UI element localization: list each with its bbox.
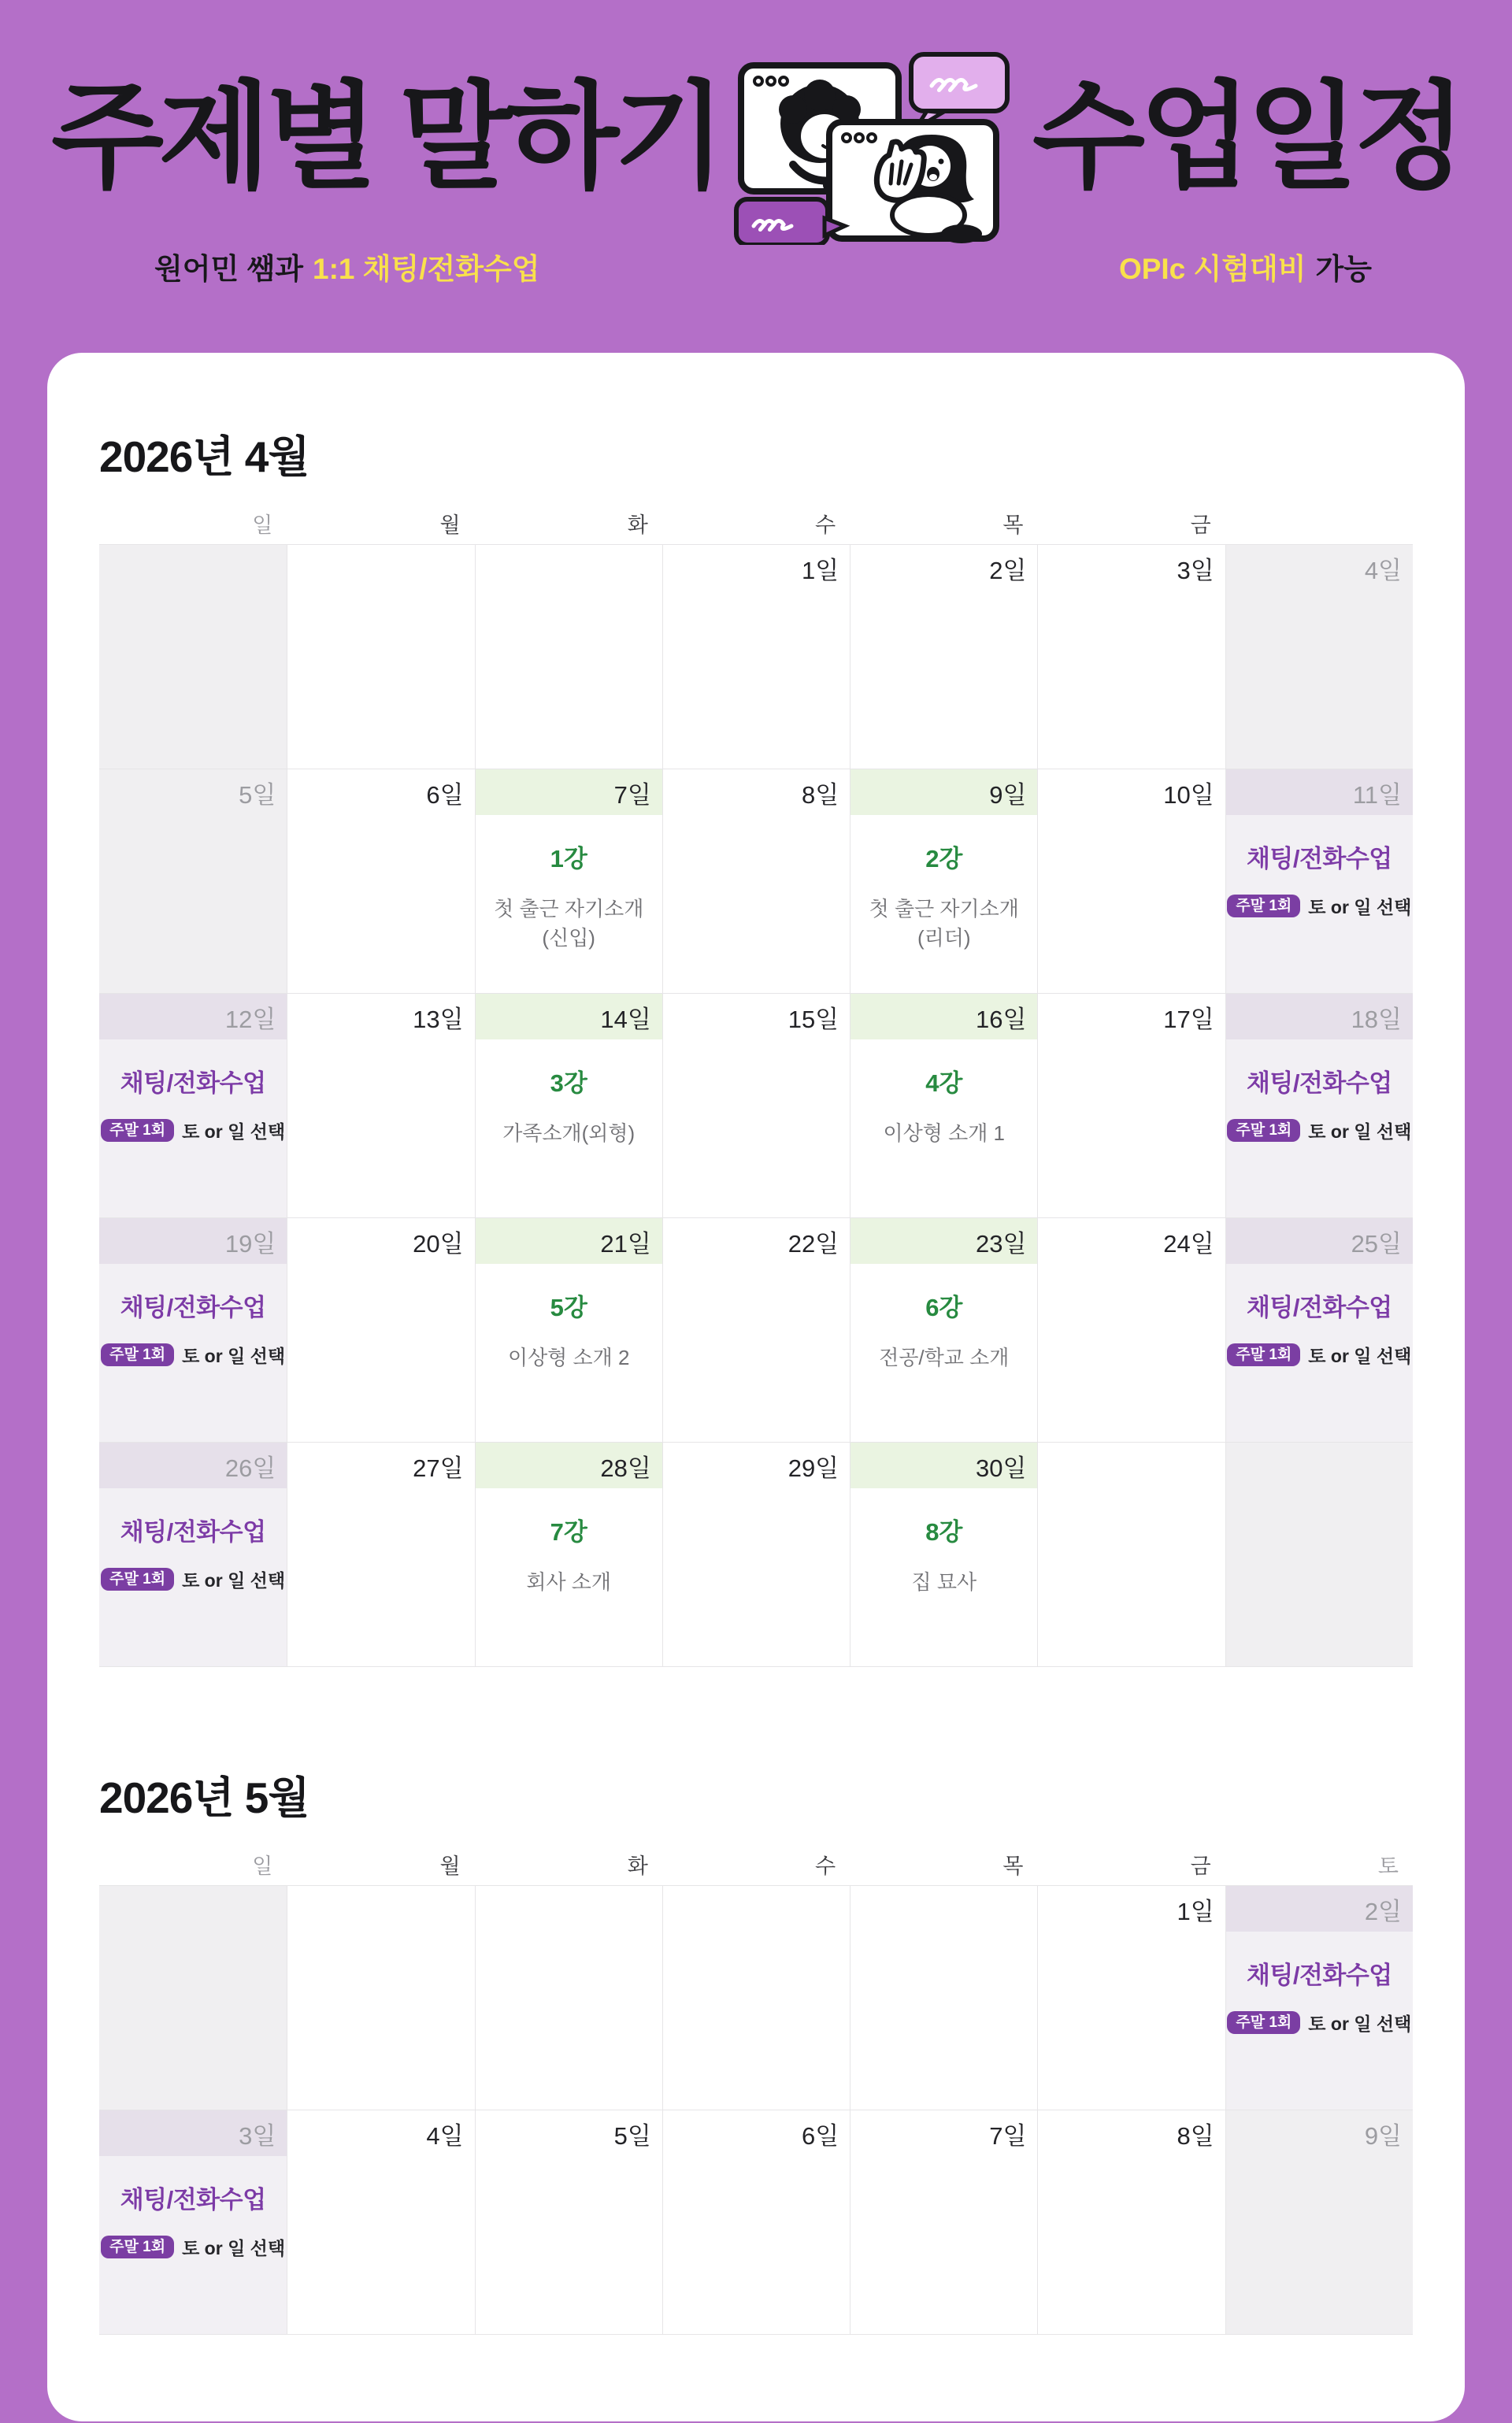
weekend-badge: 주말 1회	[101, 2236, 174, 2258]
lesson-desc: 전공/학교 소개	[879, 1346, 1010, 1370]
calendar-cell	[662, 769, 850, 994]
day-header: 목	[1002, 1854, 1024, 1879]
date-label: 8일	[1177, 2121, 1214, 2150]
calendars	[99, 422, 1413, 2335]
cell-body	[287, 1264, 474, 1287]
cell-body	[1226, 1264, 1413, 1368]
date-strip	[850, 545, 1037, 591]
day-header: 수	[815, 513, 836, 538]
date-label: 13일	[413, 1005, 464, 1033]
calendar-cell	[1037, 769, 1225, 994]
calendar-cell	[850, 1218, 1037, 1443]
date-label: 23일	[975, 1229, 1027, 1258]
date-strip	[1038, 994, 1225, 1039]
date-strip	[1038, 1443, 1225, 1488]
calendar-may	[99, 1763, 1413, 2335]
weekend-lesson-title: 채팅/전화수업	[120, 1294, 266, 1322]
lesson-desc: 가족소개(외형)	[502, 1121, 636, 1146]
day-header: 목	[1002, 513, 1024, 538]
cell-body	[1038, 591, 1225, 614]
cell-body	[476, 1264, 662, 1372]
date-strip	[476, 769, 662, 815]
cell-body	[287, 1488, 474, 1512]
date-label: 19일	[224, 1229, 276, 1258]
date-label: 7일	[613, 780, 651, 809]
date-label: 4일	[426, 2121, 464, 2150]
weekend-lesson-title: 채팅/전화수업	[1246, 1962, 1392, 1990]
cell-body	[850, 2156, 1037, 2180]
day-header: 금	[1190, 513, 1211, 538]
weekend-badge: 주말 1회	[101, 1568, 174, 1591]
weekend-note: 토 or 일 선택	[1308, 897, 1412, 918]
calendar-cell	[850, 994, 1037, 1218]
calendar-cell	[99, 769, 287, 994]
day-header: 화	[627, 513, 648, 538]
weekend-badge: 주말 1회	[1227, 1343, 1300, 1366]
date-strip	[663, 1218, 850, 1264]
calendar-cell	[287, 1886, 474, 2110]
cell-body	[1226, 1488, 1413, 1512]
date-label: 5일	[239, 780, 276, 809]
date-strip	[1038, 1886, 1225, 1932]
cell-body	[1226, 2156, 1413, 2180]
date-label: 25일	[1351, 1229, 1402, 1258]
cell-body	[663, 1039, 850, 1063]
header	[0, 0, 1512, 287]
weekend-lesson-row	[1226, 1117, 1413, 1143]
subtitle-right-highlight: OPIc 시험대비	[1118, 253, 1306, 285]
weekend-lesson-title: 채팅/전화수업	[1246, 1069, 1392, 1098]
weekend-note: 토 or 일 선택	[182, 1121, 286, 1143]
date-label: 10일	[1163, 780, 1214, 809]
lesson-desc: 회사 소개	[526, 1570, 612, 1595]
date-label: 6일	[426, 780, 464, 809]
day-header: 월	[439, 1854, 461, 1879]
lesson-number: 3강	[550, 1069, 587, 1098]
date-strip	[287, 994, 474, 1039]
date-strip	[663, 1443, 850, 1488]
calendar-cell	[287, 994, 474, 1218]
date-strip	[663, 769, 850, 815]
calendar-cell	[475, 1218, 662, 1443]
cell-body	[850, 1488, 1037, 1596]
date-strip	[663, 545, 850, 591]
weekend-note: 토 or 일 선택	[182, 1346, 286, 1367]
date-label: 1일	[1177, 1897, 1214, 1925]
weekend-badge: 주말 1회	[1227, 895, 1300, 917]
cell-body	[1038, 1488, 1225, 1512]
calendar-cell	[287, 2110, 474, 2335]
calendar-cell	[1225, 2110, 1413, 2335]
lesson-number: 4강	[925, 1069, 963, 1098]
lesson-number: 7강	[550, 1518, 587, 1547]
lesson-desc: 집 묘사	[911, 1570, 977, 1595]
page-title-right: 수업일정	[1032, 72, 1461, 202]
date-strip	[99, 545, 287, 591]
date-strip	[287, 1218, 474, 1264]
weekend-lesson-title: 채팅/전화수업	[120, 1069, 266, 1098]
weekend-lesson-title: 채팅/전화수업	[120, 2186, 266, 2214]
cell-body	[663, 1264, 850, 1287]
date-label: 6일	[801, 2121, 839, 2150]
cell-body	[1226, 1932, 1413, 2036]
cell-body	[99, 1488, 287, 1592]
cell-body	[663, 815, 850, 839]
weekend-lesson-row	[99, 2234, 287, 2260]
cell-body	[1038, 1264, 1225, 1287]
date-label: 30일	[975, 1454, 1027, 1482]
weekend-lesson-title: 채팅/전화수업	[1246, 845, 1392, 873]
calendar-cell	[850, 545, 1037, 769]
date-strip	[287, 2110, 474, 2156]
date-strip	[850, 1443, 1037, 1488]
cell-body	[850, 815, 1037, 952]
calendar-cell	[475, 769, 662, 994]
calendar-cell	[662, 2110, 850, 2335]
date-strip	[1226, 1886, 1413, 1932]
date-label: 16일	[975, 1005, 1027, 1033]
page-title-left: 주제별 말하기	[51, 72, 721, 202]
date-strip	[663, 994, 850, 1039]
date-label: 15일	[788, 1005, 839, 1033]
date-strip	[287, 1886, 474, 1932]
cell-body	[476, 1932, 662, 1955]
date-label: 22일	[788, 1229, 839, 1258]
calendar-cell	[475, 2110, 662, 2335]
cell-body	[287, 1039, 474, 1063]
cell-body	[476, 815, 662, 952]
cell-body	[476, 591, 662, 614]
date-label: 14일	[600, 1005, 651, 1033]
date-label: 12일	[224, 1005, 276, 1033]
date-strip	[1038, 545, 1225, 591]
date-label: 2일	[1364, 1897, 1402, 1925]
calendar-cell	[99, 1443, 287, 1667]
date-strip	[1038, 2110, 1225, 2156]
title-row	[0, 27, 1512, 249]
calendar-grid	[99, 544, 1413, 1667]
subtitle-left-highlight: 1:1 채팅/전화수업	[313, 253, 540, 285]
calendar-cell	[287, 1443, 474, 1667]
schedule-card	[47, 353, 1465, 2421]
day-header: 일	[252, 1854, 273, 1879]
date-label: 26일	[224, 1454, 276, 1482]
date-label: 21일	[600, 1229, 651, 1258]
day-header: 화	[627, 1854, 648, 1879]
cell-body	[476, 1488, 662, 1596]
cell-body	[1226, 1039, 1413, 1143]
cell-body	[1038, 1039, 1225, 1063]
lesson-desc: 첫 출근 자기소개 (리더)	[869, 897, 1019, 950]
date-strip	[476, 1886, 662, 1932]
cell-body	[663, 1488, 850, 1512]
date-label: 29일	[788, 1454, 839, 1482]
day-header: 토	[1377, 1854, 1399, 1879]
date-label: 20일	[413, 1229, 464, 1258]
calendar-cell	[475, 994, 662, 1218]
weekend-lesson-title: 채팅/전화수업	[1246, 1294, 1392, 1322]
calendar-cell	[1225, 994, 1413, 1218]
calendar-cell	[1037, 2110, 1225, 2335]
date-strip	[99, 1886, 287, 1932]
cell-body	[476, 1039, 662, 1147]
day-header: 수	[815, 1854, 836, 1879]
cell-body	[476, 2156, 662, 2180]
calendar-cell	[1037, 1218, 1225, 1443]
calendar-cell	[662, 1218, 850, 1443]
lesson-number: 2강	[925, 845, 963, 873]
date-strip	[99, 1443, 287, 1488]
calendar-cell	[1225, 1886, 1413, 2110]
calendar-cell	[287, 769, 474, 994]
calendar-april	[99, 422, 1413, 1667]
cell-body	[1038, 815, 1225, 839]
weekend-note: 토 or 일 선택	[1308, 1121, 1412, 1143]
cell-body	[99, 815, 287, 839]
date-strip	[663, 2110, 850, 2156]
cell-body	[287, 591, 474, 614]
calendar-cell	[287, 545, 474, 769]
subtitle-right	[1119, 252, 1372, 287]
lesson-number: 8강	[925, 1518, 963, 1547]
cell-body	[99, 591, 287, 614]
calendar-title: 2026년 4월	[99, 432, 309, 482]
date-label: 3일	[1177, 556, 1214, 584]
date-strip	[850, 769, 1037, 815]
cell-body	[663, 1932, 850, 1955]
cell-body	[850, 1932, 1037, 1955]
date-strip	[850, 1886, 1037, 1932]
calendar-cell	[1037, 545, 1225, 769]
cell-body	[850, 591, 1037, 614]
cell-body	[850, 1039, 1037, 1147]
date-strip	[287, 545, 474, 591]
video-chat-illustration	[732, 31, 1021, 245]
cell-body	[287, 1932, 474, 1955]
calendar-cell	[1225, 1443, 1413, 1667]
weekend-lesson-title: 채팅/전화수업	[120, 1518, 266, 1547]
cell-body	[99, 2156, 287, 2260]
date-label: 11일	[1352, 780, 1402, 809]
calendar-cell	[662, 545, 850, 769]
date-label: 9일	[989, 780, 1027, 809]
date-strip	[850, 1218, 1037, 1264]
cell-body	[1226, 815, 1413, 919]
lesson-number: 1강	[550, 845, 587, 873]
weekend-lesson-row	[1226, 1342, 1413, 1368]
lesson-desc: 이상형 소개 1	[883, 1121, 1006, 1146]
cell-body	[99, 1264, 287, 1368]
date-label: 4일	[1364, 556, 1402, 584]
calendar-cell	[475, 545, 662, 769]
calendar-cell	[850, 1443, 1037, 1667]
date-strip	[1226, 769, 1413, 815]
date-strip	[850, 2110, 1037, 2156]
cell-body	[1226, 591, 1413, 614]
date-label: 28일	[600, 1454, 651, 1482]
weekend-note: 토 or 일 선택	[1308, 1346, 1412, 1367]
date-label: 27일	[413, 1454, 464, 1482]
calendar-cell	[662, 1443, 850, 1667]
weekend-badge: 주말 1회	[101, 1343, 174, 1366]
cell-body	[99, 1039, 287, 1143]
date-label: 24일	[1163, 1229, 1214, 1258]
date-strip	[1226, 2110, 1413, 2156]
cell-body	[287, 2156, 474, 2180]
date-strip	[99, 769, 287, 815]
lesson-desc: 첫 출근 자기소개 (신입)	[494, 897, 644, 950]
date-label: 5일	[613, 2121, 651, 2150]
calendar-cell	[1037, 994, 1225, 1218]
calendar-cell	[99, 1886, 287, 2110]
weekend-badge: 주말 1회	[1227, 1119, 1300, 1142]
calendar-cell	[1225, 1218, 1413, 1443]
date-strip	[476, 994, 662, 1039]
calendar-cell	[1037, 1443, 1225, 1667]
calendar-cell	[99, 2110, 287, 2335]
calendar-title: 2026년 5월	[99, 1773, 309, 1823]
date-strip	[1226, 994, 1413, 1039]
day-header-row	[99, 508, 1413, 544]
subtitle-left	[154, 252, 540, 287]
date-label: 3일	[239, 2121, 276, 2150]
calendar-cell	[850, 2110, 1037, 2335]
date-strip	[287, 1443, 474, 1488]
date-strip	[1226, 1443, 1413, 1488]
date-label: 18일	[1351, 1005, 1402, 1033]
calendar-cell	[850, 1886, 1037, 2110]
calendar-cell	[99, 994, 287, 1218]
lesson-number: 5강	[550, 1294, 587, 1322]
cell-body	[663, 591, 850, 614]
date-label: 7일	[989, 2121, 1027, 2150]
weekend-lesson-row	[1226, 2010, 1413, 2036]
weekend-note: 토 or 일 선택	[182, 1570, 286, 1591]
calendar-cell	[662, 1886, 850, 2110]
date-strip	[1038, 1218, 1225, 1264]
calendar-cell	[1225, 545, 1413, 769]
date-label: 8일	[801, 780, 839, 809]
subtitle-right-plain: 가능	[1315, 253, 1372, 285]
weekend-note: 토 or 일 선택	[1308, 2014, 1412, 2035]
cell-body	[1038, 2156, 1225, 2180]
cell-body	[663, 2156, 850, 2180]
date-strip	[663, 1886, 850, 1932]
day-header: 월	[439, 513, 461, 538]
date-label: 9일	[1364, 2121, 1402, 2150]
cell-body	[850, 1264, 1037, 1372]
date-strip	[99, 1218, 287, 1264]
date-strip	[99, 2110, 287, 2156]
subtitle-row	[47, 252, 1465, 287]
date-strip	[99, 994, 287, 1039]
calendar-cell	[287, 1218, 474, 1443]
date-strip	[476, 1443, 662, 1488]
date-strip	[476, 1218, 662, 1264]
date-label: 17일	[1163, 1005, 1214, 1033]
date-label: 2일	[989, 556, 1027, 584]
weekend-lesson-row	[99, 1117, 287, 1143]
lesson-desc: 이상형 소개 2	[507, 1346, 630, 1370]
calendar-cell	[475, 1886, 662, 2110]
day-header-row	[99, 1849, 1413, 1885]
calendar-cell	[662, 994, 850, 1218]
calendar-grid	[99, 1885, 1413, 2335]
weekend-lesson-row	[99, 1342, 287, 1368]
weekend-lesson-row	[99, 1566, 287, 1592]
calendar-cell	[1225, 769, 1413, 994]
day-header: 금	[1190, 1854, 1211, 1879]
calendar-cell	[1037, 1886, 1225, 2110]
cell-body	[287, 815, 474, 839]
weekend-badge: 주말 1회	[101, 1119, 174, 1142]
cell-body	[1038, 1932, 1225, 1955]
date-strip	[476, 545, 662, 591]
date-strip	[476, 2110, 662, 2156]
weekend-lesson-row	[1226, 893, 1413, 919]
lesson-number: 6강	[925, 1294, 963, 1322]
day-header: 일	[252, 513, 273, 538]
calendar-cell	[99, 545, 287, 769]
cell-body	[99, 1932, 287, 1955]
subtitle-left-plain: 원어민 쌤과	[154, 253, 303, 285]
calendar-cell	[475, 1443, 662, 1667]
weekend-note: 토 or 일 선택	[182, 2238, 286, 2259]
date-strip	[1038, 769, 1225, 815]
calendar-cell	[850, 769, 1037, 994]
calendar-cell	[99, 1218, 287, 1443]
date-label: 1일	[801, 556, 839, 584]
date-strip	[850, 994, 1037, 1039]
date-strip	[287, 769, 474, 815]
date-strip	[1226, 1218, 1413, 1264]
date-strip	[1226, 545, 1413, 591]
weekend-badge: 주말 1회	[1227, 2011, 1300, 2034]
